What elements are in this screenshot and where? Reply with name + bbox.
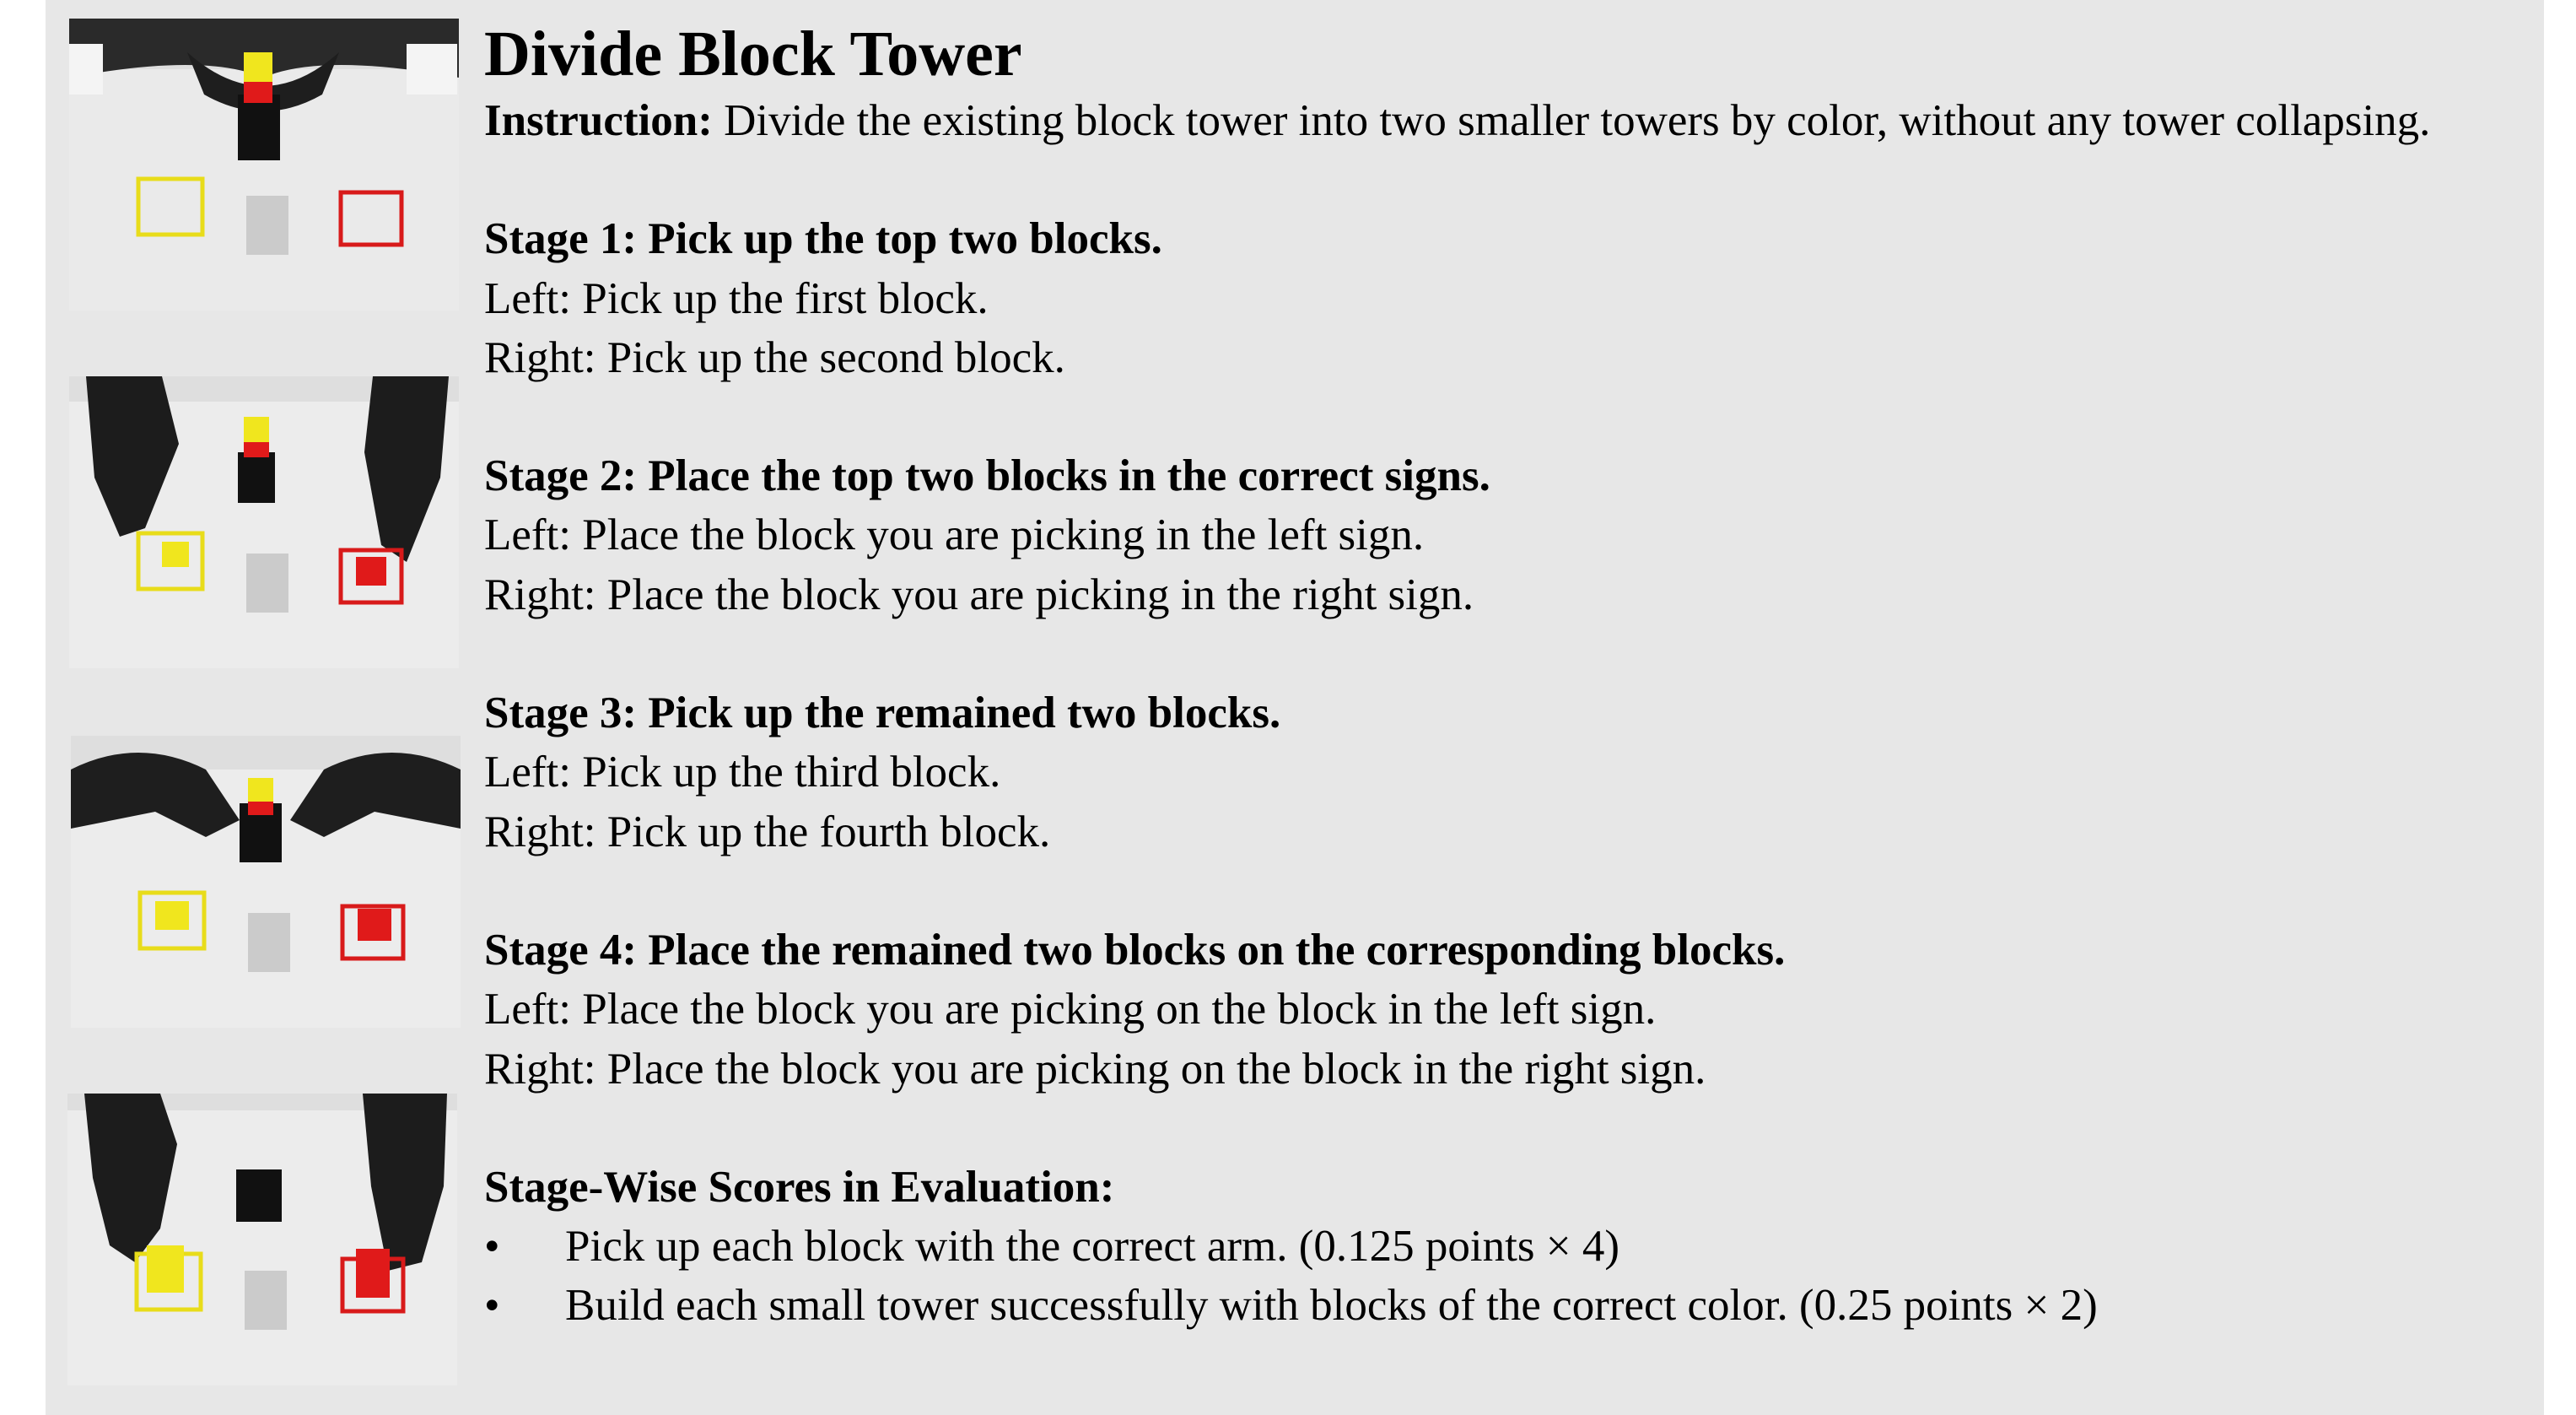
robot-scene-2 [69,376,459,668]
stage-2-left: Left: Place the block you are picking in the left sign. [484,510,1425,560]
instruction-label: Instruction: [484,96,713,145]
robot-scene-4 [67,1094,457,1385]
score-item [484,1276,2514,1335]
instruction-paragraph [484,91,2514,150]
stage-3-heading: Stage 3: Pick up the remained two blocks. [484,689,1281,738]
bullet-icon: • [484,1281,500,1331]
stage-1-left: Left: Pick up the first block. [484,273,989,323]
score-item [484,1217,2514,1276]
score-item-text: Pick up each block with the correct arm. (0.125 points × 4) [565,1222,1620,1272]
stage-3-left: Left: Pick up the third block. [484,748,1001,797]
stage-2-robot-photo [69,376,459,668]
scores-heading: Stage-Wise Scores in Evaluation: [484,1162,1115,1212]
stage-3-robot-photo [71,736,461,1028]
instruction-text: Divide the existing block tower into two smaller towers by color, without any tower collapsing. [712,96,2431,145]
stage-4-robot-photo [67,1094,457,1385]
stage-4-heading: Stage 4: Place the remained two blocks on the corresponding blocks. [484,925,1786,975]
task-title: Divide Block Tower [484,19,1022,89]
bullet-icon: • [484,1222,500,1272]
stage-1-right: Right: Pick up the second block. [484,332,1065,382]
stage-4-left: Left: Place the block you are picking on the block in the left sign. [484,985,1657,1034]
task-description [484,14,2514,1336]
robot-scene-1 [69,19,459,311]
stage-3-right: Right: Pick up the fourth block. [484,807,1051,856]
stage-4-right: Right: Place the block you are picking on the block in the right sign. [484,1044,1706,1094]
score-item-text: Build each small tower successfully with blocks of the correct color. (0.25 points × 2) [565,1281,2098,1331]
stage-1-heading: Stage 1: Pick up the top two blocks. [484,214,1162,264]
stage-1-robot-photo [69,19,459,311]
stage-2-right: Right: Place the block you are picking in the right sign. [484,570,1474,619]
stage-2-heading: Stage 2: Place the top two blocks in the correct signs. [484,451,1490,501]
robot-scene-3 [71,736,461,1028]
